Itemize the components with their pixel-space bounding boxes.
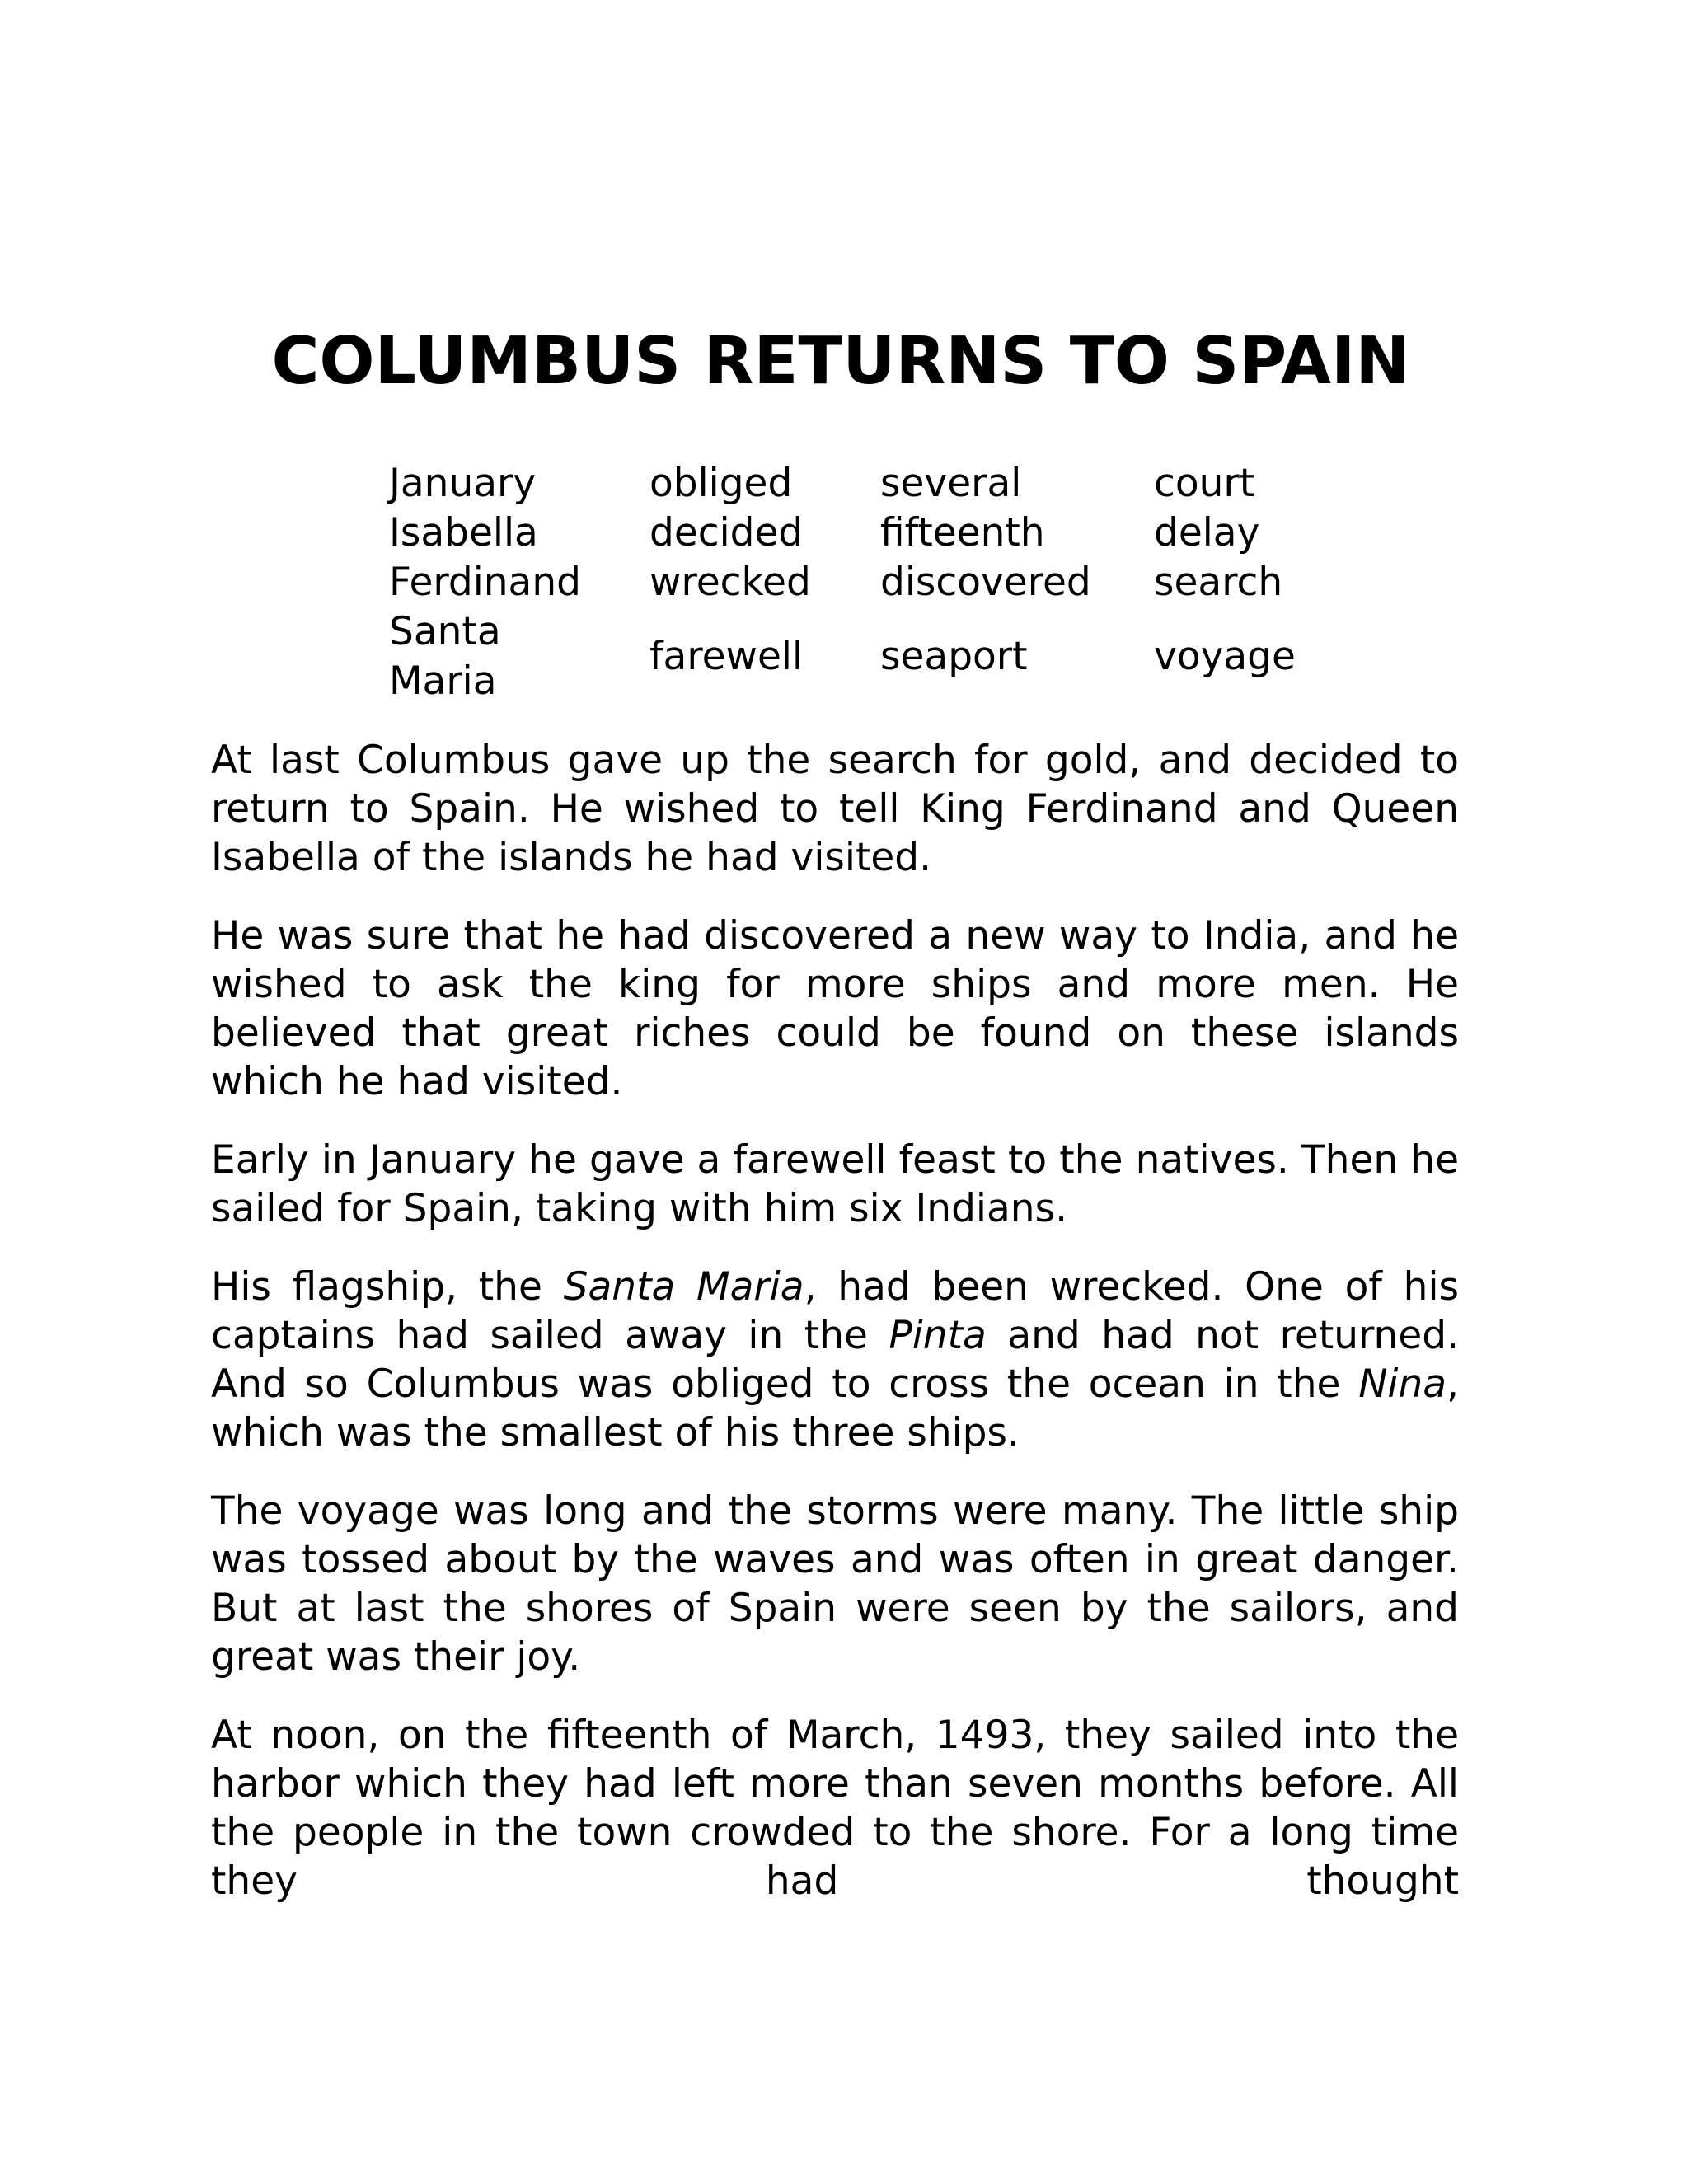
paragraph-4-text: His flagship, the (211, 1264, 564, 1310)
paragraph-2: He was sure that he had discovered a new way to India, and he wished to ask the king for more ships and more men. He believed that great riches could be found on these islands which he had visited. (211, 913, 1459, 1104)
paragraph-4-text: , which was the smallest of his three ships. (211, 1361, 1459, 1455)
vocabulary-row (389, 509, 1319, 558)
paragraph-4-text: and had not returned. And so Columbus was obliged to cross the ocean in the (211, 1313, 1460, 1407)
vocabulary-word: seaport (880, 634, 1028, 679)
vocabulary-word: voyage (1154, 634, 1296, 679)
vocabulary-word: Ferdinand (389, 560, 581, 605)
vocabulary-word: decided (649, 510, 804, 555)
vocabulary-word: January (389, 461, 537, 506)
vocabulary-row (389, 459, 1319, 509)
vocabulary-word: wrecked (649, 560, 811, 605)
vocabulary-word: farewell (649, 634, 804, 679)
paragraph-1: At last Columbus gave up the search for gold, and decided to return to Spain. He wished to tell King Ferdinand and Queen Isabella of the islands he had visited. (211, 738, 1459, 880)
vocabulary-word: fifteenth (880, 510, 1045, 555)
vocabulary-word: obliged (649, 461, 793, 506)
vocabulary-word: court (1154, 461, 1255, 506)
paragraph-4-text: , had been wrecked. One of his captains had sailed away in the (211, 1264, 1459, 1358)
vocabulary-word: several (880, 461, 1022, 506)
paragraph-3: Early in January he gave a farewell feast to the natives. Then he sailed for Spain, taking with him six Indians. (211, 1137, 1459, 1231)
vocabulary-table (389, 459, 1319, 706)
vocabulary-word-cell (389, 607, 649, 706)
paragraph-5: The voyage was long and the storms were many. The little ship was tossed about by the waves and was often in great danger. But at last the shores of Spain were seen by the sailors, and great was their joy. (211, 1488, 1459, 1680)
vocabulary-word: Santa Maria (389, 609, 501, 704)
vocabulary-word: discovered (880, 560, 1091, 605)
ship-name-nina: Nina (1358, 1361, 1447, 1407)
vocabulary-word: search (1154, 560, 1283, 605)
paragraph-6: At noon, on the fifteenth of March, 1493, they sailed into the harbor which they had left more than seven months before. All the people in the town crowded to the shore. For a long time they had thought (211, 1713, 1459, 1904)
ship-name-pinta: Pinta (889, 1313, 987, 1358)
vocabulary-word: Isabella (389, 510, 538, 555)
ship-name-santa-maria: Santa Maria (563, 1264, 804, 1310)
vocabulary-word: delay (1154, 510, 1260, 555)
page-title: COLUMBUS RETURNS TO SPAIN (271, 323, 1410, 399)
paragraph-4 (211, 1263, 1459, 1457)
vocabulary-row (389, 607, 1319, 706)
vocabulary-row (389, 558, 1319, 607)
body-text (211, 736, 1459, 1935)
